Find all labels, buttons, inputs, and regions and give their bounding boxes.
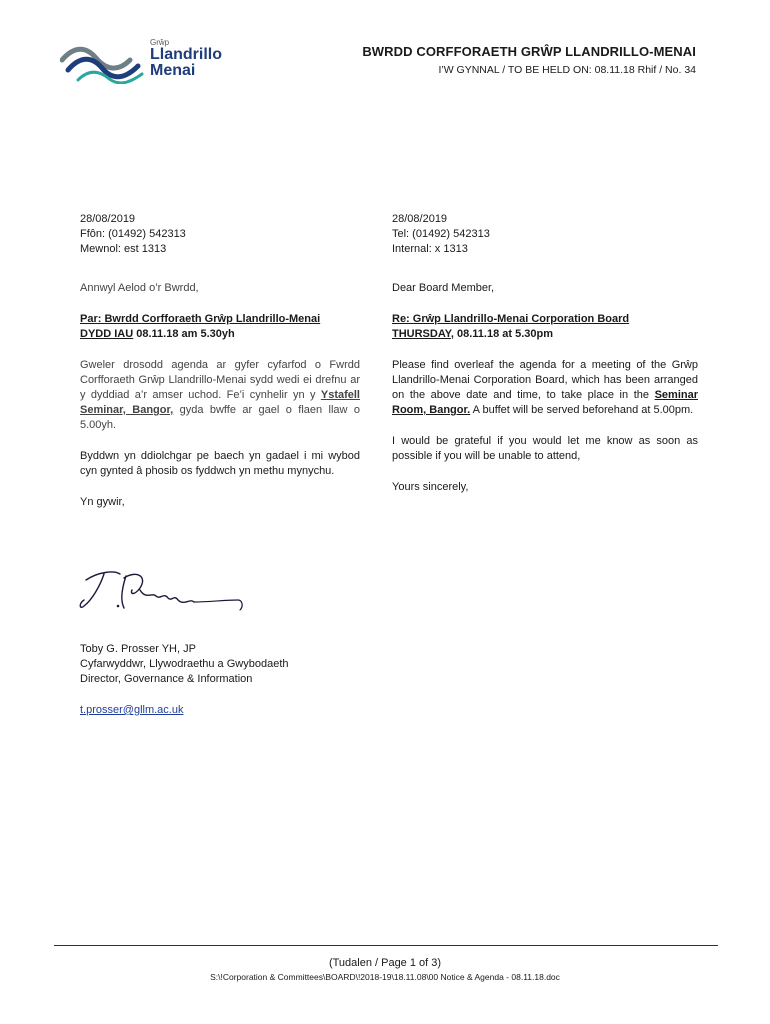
wave-logo-icon — [60, 40, 146, 84]
welsh-p1-rest: gyda bwffe ar gael o flaen llaw o 5.00yh. — [80, 404, 360, 431]
signatory-role-english: Director, Governance & Information — [80, 673, 253, 685]
welsh-day: DYDD IAU — [80, 328, 134, 340]
welsh-subject — [80, 312, 360, 342]
signatory-role-welsh: Cyfarwyddwr, Llywodraethu a Gwybodaeth — [80, 658, 289, 670]
english-column — [392, 212, 698, 495]
english-date: 28/08/2019 — [392, 213, 448, 225]
english-greeting: Dear Board Member, — [392, 282, 495, 294]
welsh-subject-line-2 — [80, 327, 360, 342]
welsh-phone: Ffôn: (01492) 542313 — [80, 228, 186, 240]
english-venue: Seminar Room, Bangor. — [392, 389, 698, 416]
english-time: , 08.11.18 at 5.30pm — [450, 328, 554, 340]
welsh-subject-line-1: Par: Bwrdd Corfforaeth Grŵp Llandrillo-Menai — [80, 313, 321, 325]
signatory-block — [80, 642, 400, 687]
handwritten-signature — [74, 566, 250, 622]
welsh-greeting: Annwyl Aelod o’r Bwrdd, — [80, 282, 199, 294]
welsh-venue: Ystafell Seminar, Bangor, — [80, 389, 360, 416]
file-path: S:\!Corporation & Committees\BOARD\!2018-19\18.11.08\00 Notice & Agenda - 08.11.18.doc — [210, 972, 560, 982]
document-subtitle: I’W GYNNAL / TO BE HELD ON: 08.11.18 Rhif / No. 34 — [438, 64, 696, 76]
footer-divider — [54, 945, 718, 946]
welsh-paragraph-1 — [80, 358, 360, 433]
english-subject-line-2 — [392, 327, 698, 342]
document-title: BWRDD CORFFORAETH GRŴP LLANDRILLO-MENAI — [362, 44, 696, 59]
logo-line-1: Llandrillo — [150, 46, 222, 63]
signatory-email-link[interactable]: t.prosser@gllm.ac.uk — [80, 704, 184, 716]
welsh-paragraph-2: Byddwn yn ddiolchgar pe baech yn gadael i mi wybod cyn gynted â phosib os fyddwch yn methu mynychu. — [80, 450, 360, 477]
welsh-time: 08.11.18 am 5.30yh — [133, 328, 235, 340]
english-p1-text: Please find overleaf the agenda for a meeting of the Grŵp Llandrillo-Menai Corporation Board, which has been arranged on the above date and time, to take place in the — [392, 359, 698, 401]
welsh-column — [80, 212, 360, 510]
welsh-p1-text: Gweler drosodd agenda ar gyfer cyfarfod o Fwrdd Corfforaeth Grŵp Llandrillo-Menai sydd wedi ei drefnu ar y dyddiad a’r amser uchod. Fe’i cynhelir yn y — [80, 359, 360, 401]
english-p1-rest: A buffet will be served beforehand at 5.00pm. — [470, 404, 694, 416]
english-subject — [392, 312, 698, 342]
signatory-name: Toby G. Prosser YH, JP — [80, 643, 196, 655]
english-day: THURSDAY — [392, 328, 451, 340]
english-sign-off: Yours sincerely, — [392, 481, 469, 493]
welsh-sign-off: Yn gywir, — [80, 496, 125, 508]
welsh-date: 28/08/2019 — [80, 213, 136, 225]
english-internal: Internal: x 1313 — [392, 243, 468, 255]
welsh-contact-block — [80, 212, 360, 257]
welsh-internal: Mewnol: est 1313 — [80, 243, 167, 255]
english-phone: Tel: (01492) 542313 — [392, 228, 490, 240]
page-number: (Tudalen / Page 1 of 3) — [328, 957, 442, 969]
english-paragraph-2: I would be grateful if you would let me know as soon as possible if you will be unable to attend, — [392, 435, 698, 462]
logo-small-text: Grŵp — [150, 38, 170, 47]
english-paragraph-1 — [392, 358, 698, 418]
english-contact-block — [392, 212, 698, 257]
logo-line-2: Menai — [150, 62, 196, 79]
english-subject-line-1: Re: Grŵp Llandrillo-Menai Corporation Board — [392, 313, 630, 325]
college-logo — [60, 38, 240, 86]
logo-wordmark — [150, 38, 222, 79]
